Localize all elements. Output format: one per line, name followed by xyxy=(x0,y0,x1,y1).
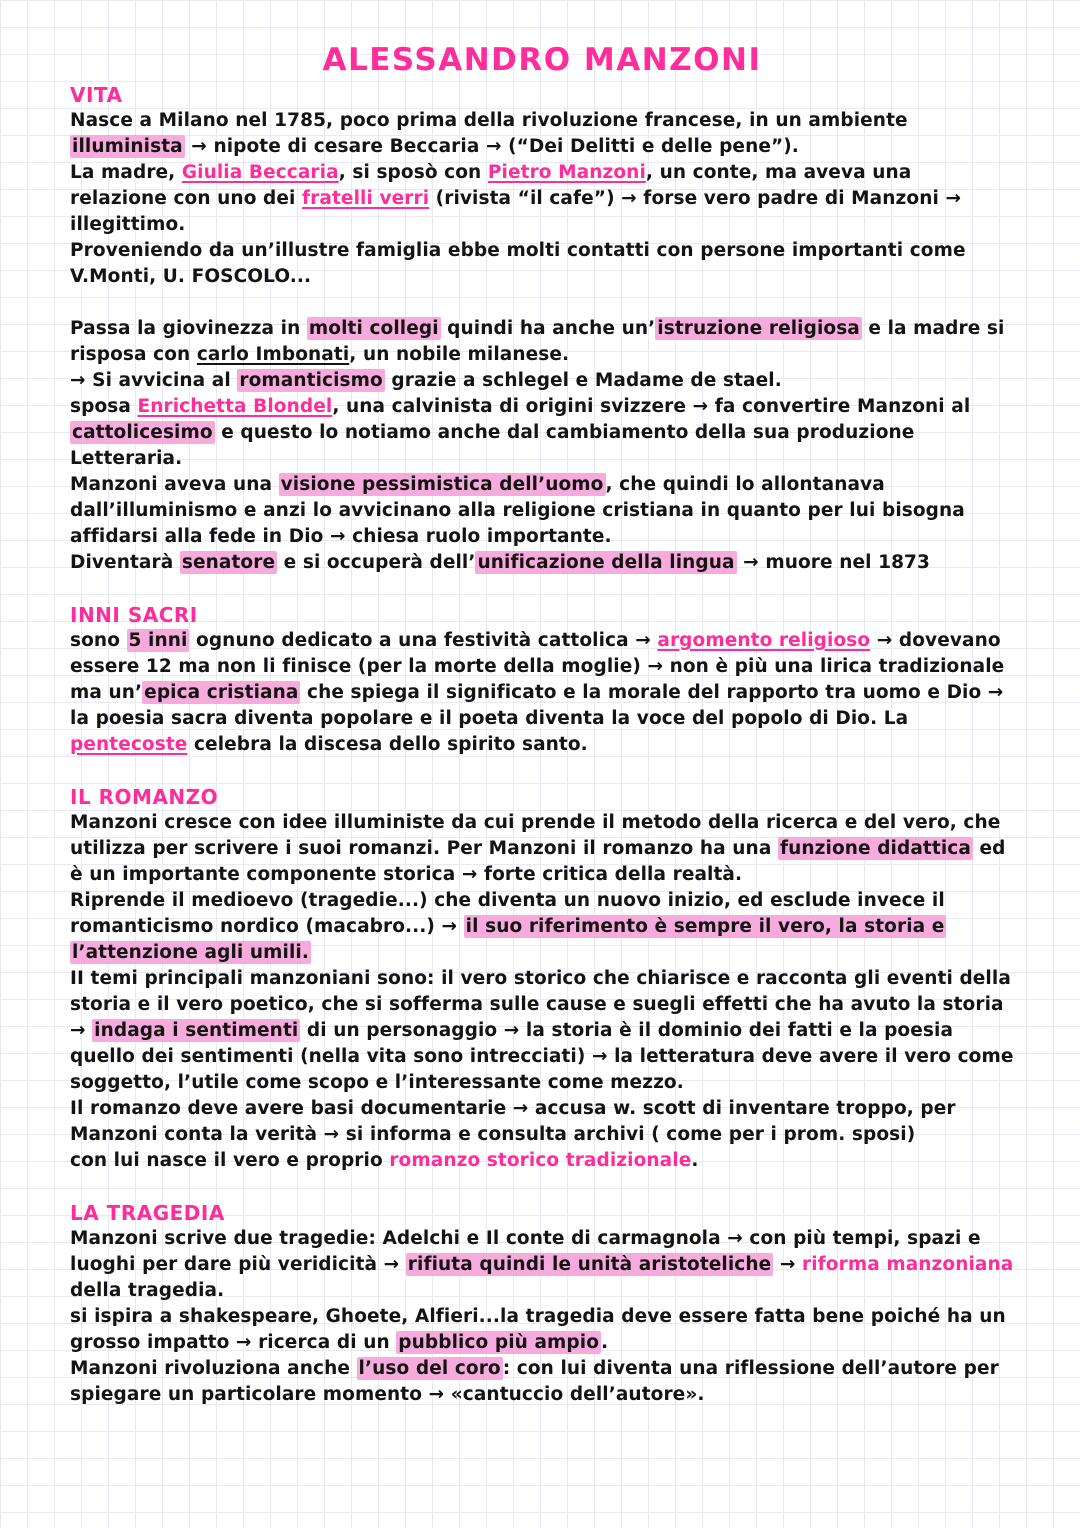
pink-underlined-text: argomento religioso xyxy=(657,630,871,651)
pink-text: riforma manzoniana xyxy=(801,1254,1014,1275)
text: e la madre si risposa con xyxy=(70,318,1005,365)
text: , che quindi lo allontanava dall’illuminismo e anzi lo avvicinano alla religione cristiana in quanto per lui bisogna affidarsi alla fede in Dio → chiesa ruolo importante. xyxy=(70,474,965,547)
section-vita xyxy=(70,82,1014,576)
paragraph xyxy=(70,1226,1014,1304)
text: → Si avvicina al xyxy=(70,370,238,391)
highlighted-text: cattolicesimo xyxy=(72,422,213,443)
text: ed è un importante componente storica → forte critica della realtà. xyxy=(70,838,1006,885)
text: (rivista “il cafe”) → forse vero padre di Manzoni → illegittimo. xyxy=(70,188,962,235)
paragraph xyxy=(70,628,1014,758)
highlighted-text: indaga i sentimenti xyxy=(94,1020,299,1041)
paragraph xyxy=(70,238,1014,290)
paragraph xyxy=(70,888,1014,966)
paragraph xyxy=(70,1356,1014,1408)
text: Diventarà xyxy=(70,552,180,573)
pink-underlined-text: fratelli verri xyxy=(302,188,430,209)
paragraph xyxy=(70,394,1014,472)
section-inni-sacri xyxy=(70,602,1014,758)
highlighted-text: molti collegi xyxy=(308,318,439,339)
pink-underlined-text: Enrichetta Blondel xyxy=(137,396,333,417)
text: → muore nel 1873 xyxy=(736,552,930,573)
text: e si occuperà dell’ xyxy=(277,552,476,573)
highlighted-text: l’uso del coro xyxy=(358,1358,501,1379)
text: Manzoni scrive due tragedie: Adelchi e Il conte di carmagnola → con più tempi, spazi e luoghi per dare più veridicità → xyxy=(70,1228,981,1275)
section-la-tragedia xyxy=(70,1200,1014,1408)
highlighted-text: unificazione della lingua xyxy=(477,552,735,573)
text: sono xyxy=(70,630,127,651)
paragraph xyxy=(70,550,1014,576)
section-heading: LA TRAGEDIA xyxy=(70,1201,225,1225)
highlighted-text: il suo riferimento è sempre il vero, la storia e l’attenzione agli umili. xyxy=(72,916,945,963)
highlighted-text: visione pessimistica dell’uomo xyxy=(280,474,604,495)
text: , una calvinista di origini svizzere → fa convertire Manzoni al xyxy=(332,396,971,417)
paragraph xyxy=(70,160,1014,238)
sections-container xyxy=(70,82,1014,1408)
text: della tragedia. xyxy=(70,1280,225,1301)
section-il-romanzo xyxy=(70,784,1014,1174)
text: quindi ha anche un’ xyxy=(440,318,656,339)
highlighted-text: pubblico più ampio xyxy=(398,1332,600,1353)
pink-underlined-text: Pietro Manzoni xyxy=(487,162,646,183)
text: II temi principali manzoniani sono: il vero storico che chiarisce e racconta gli eventi della storia e il vero poetico, che si sofferma sulle cause e suegli effetti che ha avuto la storia → xyxy=(70,968,1011,1041)
text: , si sposò con xyxy=(338,162,488,183)
text: che spiega il significato e la morale del rapporto tra uomo e Dio → la poesia sacra diventa popolare e il poeta diventa la voce del popolo di Dio. La xyxy=(70,682,1004,729)
text: → dovevano essere 12 ma non li finisce (per la morte della moglie) → non è più una lirica tradizionale ma un’ xyxy=(70,630,1005,703)
section-heading: VITA xyxy=(70,83,123,107)
pink-text: romanzo storico tradizionale xyxy=(389,1150,692,1171)
text: di un personaggio → la storia è il dominio dei fatti e la poesia quello dei sentimenti (nella vita sono intrecciati) → la letteratura deve avere il vero come soggetto, l’utile come scopo e l’interessante come mezzo. xyxy=(70,1020,1014,1093)
blank-line xyxy=(70,290,1014,316)
highlighted-text: istruzione religiosa xyxy=(657,318,860,339)
paragraph xyxy=(70,1304,1014,1356)
pink-underlined-text: Giulia Beccaria xyxy=(181,162,339,183)
text: Manzoni cresce con idee illuministe da cui prende il metodo della ricerca e del vero, che utilizza per scrivere i suoi romanzi. Per Manzoni il romanzo ha una xyxy=(70,812,1001,859)
text: Riprende il medioevo (tragedie...) che diventa un nuovo inizio, ed esclude invece il romanticismo nordico (macabro...) → xyxy=(70,890,945,937)
paragraph xyxy=(70,1148,1014,1174)
text: grazie a schlegel e Madame de stael. xyxy=(384,370,782,391)
highlighted-text: illuminista xyxy=(72,136,183,157)
underlined-text: carlo Imbonati xyxy=(196,344,350,365)
text: e questo lo notiamo anche dal cambiamento della sua produzione Letteraria. xyxy=(70,422,915,469)
text: sposa xyxy=(70,396,138,417)
text: Manzoni aveva una xyxy=(70,474,279,495)
text: : con lui diventa una riflessione dell’autore per spiegare un particolare momento → «cantuccio dell’autore». xyxy=(70,1358,999,1405)
text: , un nobile milanese. xyxy=(349,344,570,365)
text: Passa la giovinezza in xyxy=(70,318,307,339)
text: ognuno dedicato a una festività cattolica → xyxy=(189,630,658,651)
highlighted-text: rifiuta quindi le unità aristoteliche xyxy=(407,1254,772,1275)
text: Il romanzo deve avere basi documentarie → accusa w. scott di inventare troppo, per Manzoni conta la verità → si informa e consulta archivi ( come per i prom. sposi) xyxy=(70,1098,956,1145)
text: celebra la discesa dello spirito santo. xyxy=(187,734,588,755)
paragraph xyxy=(70,1096,1014,1148)
paragraph xyxy=(70,108,1014,160)
paragraph xyxy=(70,368,1014,394)
highlighted-text: funzione didattica xyxy=(779,838,971,859)
paragraph xyxy=(70,810,1014,888)
paragraph xyxy=(70,472,1014,550)
paragraph xyxy=(70,316,1014,368)
text: La madre, xyxy=(70,162,182,183)
text: Proveniendo da un’illustre famiglia ebbe molti contatti con persone importanti come V.Monti, U. FOSCOLO... xyxy=(70,240,966,287)
highlighted-text: romanticismo xyxy=(239,370,383,391)
text: . xyxy=(601,1332,609,1353)
highlighted-text: epica cristiana xyxy=(144,682,299,703)
text: Nasce a Milano nel 1785, poco prima della rivoluzione francese, in un ambiente xyxy=(70,110,908,131)
pink-underlined-text: pentecoste xyxy=(70,734,188,755)
page-title: ALESSANDRO MANZONI xyxy=(322,42,762,78)
text: → nipote di cesare Beccaria → (“Dei Delitti e delle pene”). xyxy=(184,136,799,157)
highlighted-text: 5 inni xyxy=(128,630,188,651)
text: . xyxy=(691,1150,699,1171)
section-heading: INNI SACRI xyxy=(70,603,198,627)
text: , un conte, ma aveva una relazione con uno dei xyxy=(70,162,912,209)
text: si ispira a shakespeare, Ghoete, Alfieri...la tragedia deve essere fatta bene poiché ha un grosso impatto → ricerca di un xyxy=(70,1306,1006,1353)
text: Manzoni rivoluziona anche xyxy=(70,1358,357,1379)
text: → xyxy=(773,1254,802,1275)
paragraph xyxy=(70,966,1014,1096)
section-heading: IL ROMANZO xyxy=(70,785,219,809)
text: con lui nasce il vero e proprio xyxy=(70,1150,390,1171)
highlighted-text: senatore xyxy=(181,552,276,573)
